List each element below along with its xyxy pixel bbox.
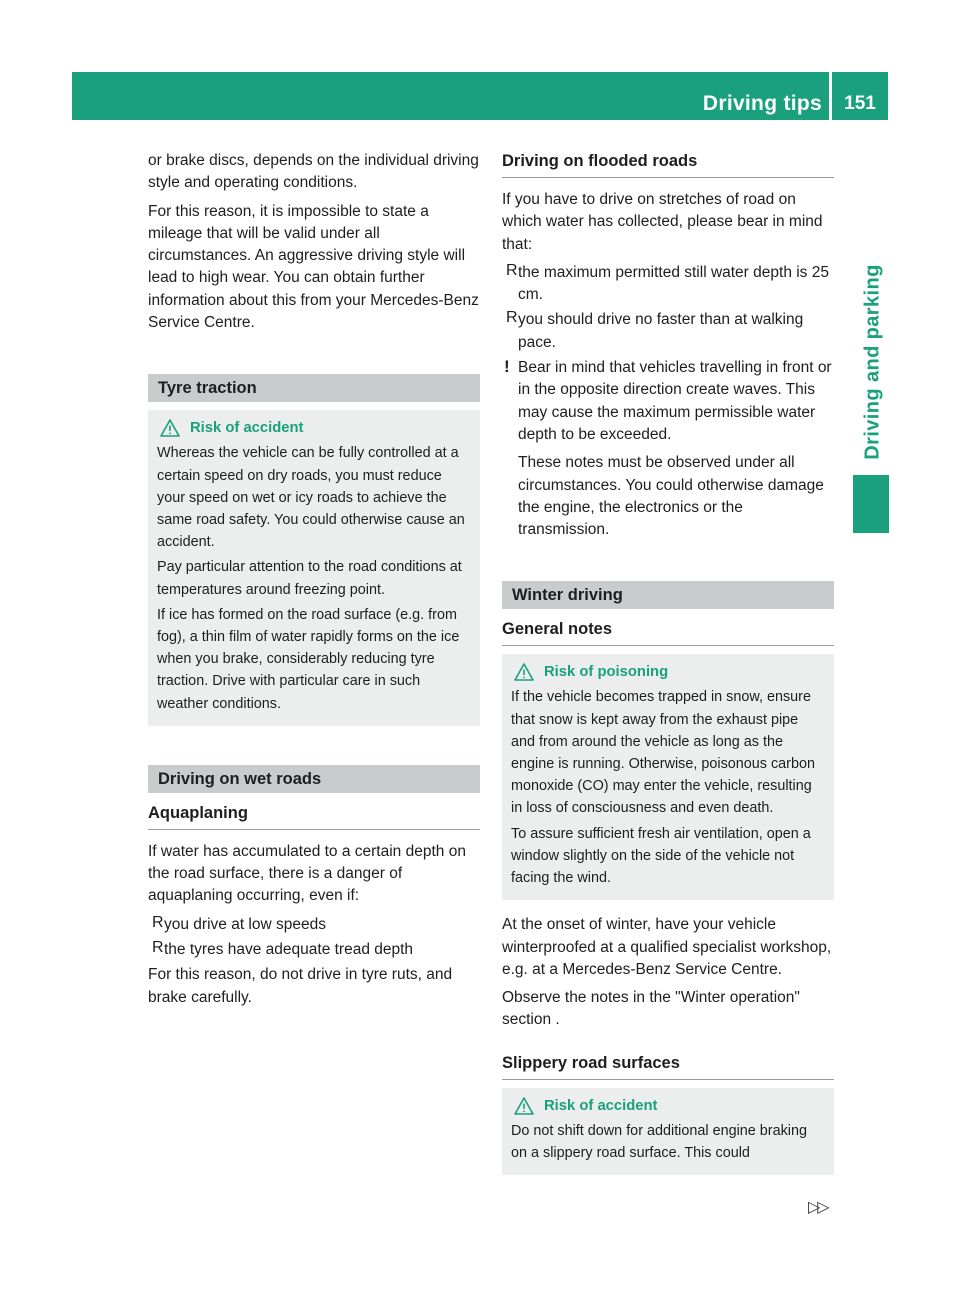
left-column [148,150,480,1015]
subheading-general-notes: General notes [502,618,834,646]
bullet-icon: R [506,261,518,279]
caution-icon: ! [504,357,510,377]
bullet-icon: R [152,939,164,956]
body-paragraph: If water has accumulated to a certain depth on the road surface, there is a danger of aquaplaning occurring, even if: [148,842,466,905]
subheading-slippery-roads: Slippery road surfaces [502,1052,834,1080]
intro-paragraph: For this reason, it is impossible to state a mileage that will be valid under all circumstances. An aggressive driving style will lead to high wear. You can obtain further information about this from your Mercedes-Benz Service Centre. [148,202,479,332]
warning-title: Risk of accident [544,1097,658,1114]
intro-paragraph: or brake discs, depends on the individual driving style and operating conditions. [148,152,479,192]
body-paragraph: If you have to drive on stretches of road on which water has collected, please bear in mind that: [502,191,823,253]
warning-box-tyre-traction [148,410,480,725]
page-header [72,72,888,120]
subheading-aquaplaning: Aquaplaning [148,802,480,830]
warning-text: If ice has formed on the road surface (e.g. from fog), a thin film of water rapidly forms on the ice when you brake, considerably reducing tyre traction. Drive with particular care in such weather conditions. [157,606,460,712]
section-heading-winter: Winter driving [502,581,834,609]
section-heading-tyre-traction: Tyre traction [148,374,480,402]
warning-text: Whereas the vehicle can be fully controlled at a certain speed on dry roads, you must reduce your speed on wet or icy roads to achieve the same road safety. You could otherwise cause an accident. [157,445,465,551]
body-paragraph: For this reason, do not drive in tyre ruts, and brake carefully. [148,966,453,1006]
bullet-icon: R [152,913,164,931]
warning-text: If the vehicle becomes trapped in snow, ensure that snow is kept away from the exhaust pipe and from around the vehicle as long as the engine is running. Otherwise, poisonous carbon monoxide (CO) may enter the vehicle, resulting in loss of consciousness and even death. [511,689,815,817]
list-item: R the maximum permitted still water depth is 25 cm. [506,261,829,304]
list-item: R you drive at low speeds [152,913,326,933]
chapter-title: Driving tips [702,92,822,115]
side-tab-label: Driving and parking [861,264,884,460]
warning-triangle-icon [514,663,534,681]
bullet-icon: R [506,309,518,327]
warning-triangle-icon [514,1097,534,1115]
subheading-flooded-roads: Driving on flooded roads [502,150,834,178]
body-paragraph: At the onset of winter, have your vehicle winterproofed at a qualified specialist workshop, e.g. at a Mercedes-Benz Service Centre. [502,916,832,978]
warning-title: Risk of accident [190,420,304,437]
caution-note: ! Bear in mind that vehicles travelling in front or in the opposite direction create waves. This may cause the maximum permissible water depth to be exceeded. These notes must be observed under all circumstances. You could otherwise damage the engine, the electronics or the transmission. [504,357,832,539]
list-item: R the tyres have adequate tread depth [152,939,414,958]
section-heading-wet-roads: Driving on wet roads [148,765,480,793]
side-tab-marker [853,475,889,533]
right-column [502,150,834,1175]
warning-triangle-icon [160,419,180,437]
warning-title: Risk of poisoning [544,664,669,681]
warning-text: Do not shift down for additional engine braking on a slippery road surface. This could [511,1122,807,1161]
list-item: R you should drive no faster than at walking pace. [506,309,804,351]
warning-text: To assure sufficient fresh air ventilation, open a window slightly on the side of the vehicle not facing the wind. [511,825,811,887]
page-number: 151 [844,93,876,114]
body-paragraph: Observe the notes in the "Winter operation" section . [502,989,800,1029]
warning-text: Pay particular attention to the road conditions at temperatures around freezing point. [157,559,462,598]
warning-box-slippery [502,1088,834,1175]
warning-box-poisoning [502,654,834,900]
continue-arrow-icon: ▷▷ [808,1199,827,1216]
